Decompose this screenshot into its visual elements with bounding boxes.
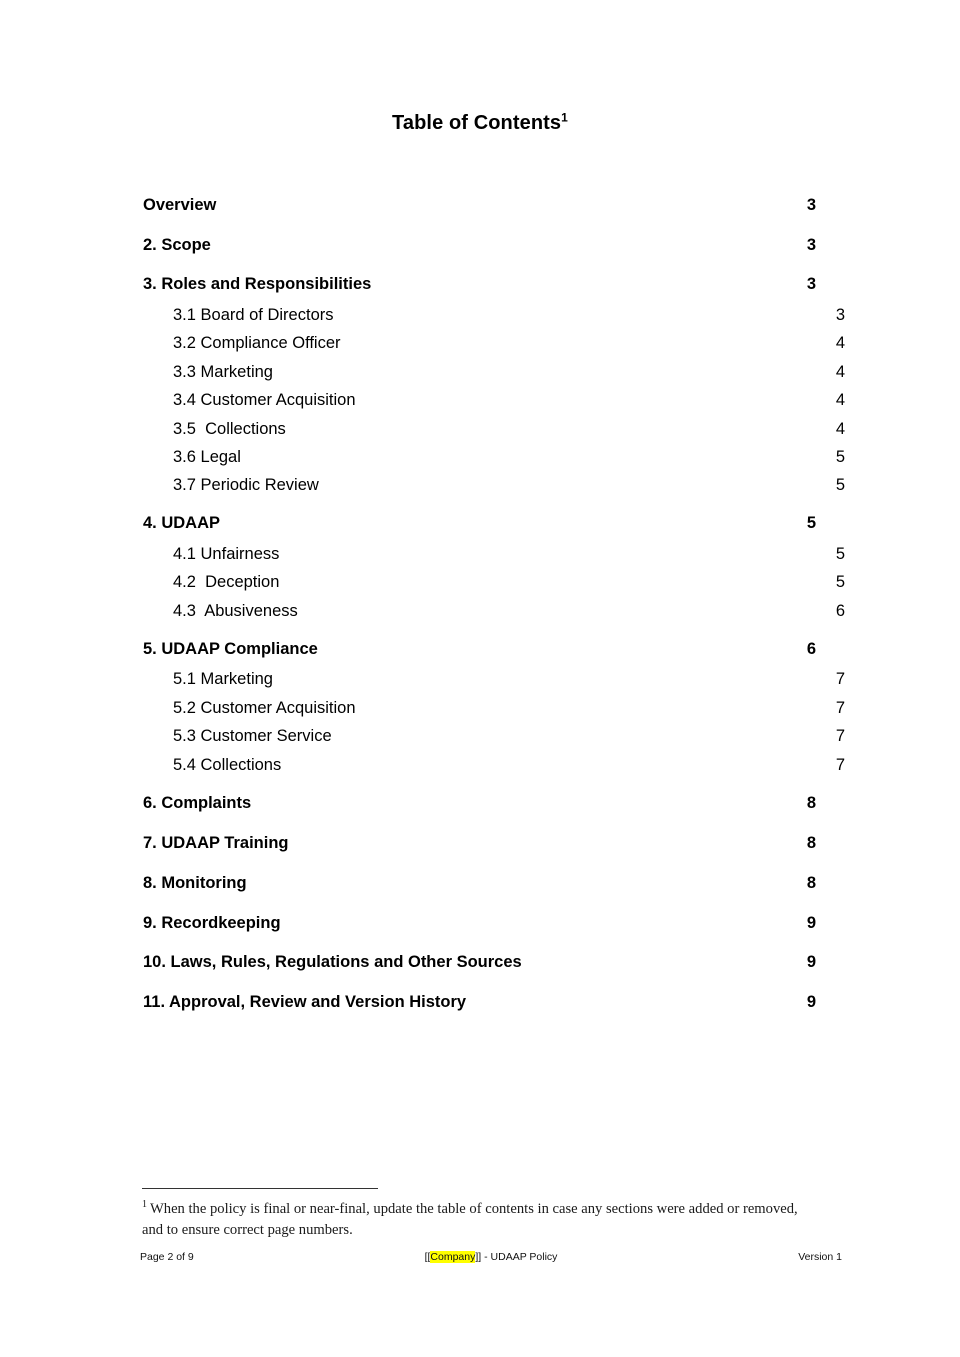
toc-entry-level-1[interactable] — [143, 640, 816, 659]
footnote — [142, 1199, 822, 1241]
toc-entry-level-2[interactable] — [143, 448, 846, 467]
toc-entry-label: 2. Scope — [143, 236, 211, 254]
toc-entry-level-2[interactable] — [143, 756, 846, 775]
toc-entry-page-number: 8 — [806, 794, 816, 812]
toc-entry-label: 3.5 Collections — [173, 420, 286, 438]
toc-entry-label: 5.2 Customer Acquisition — [173, 699, 356, 717]
toc-entry-level-2[interactable] — [143, 727, 846, 746]
toc-entry-page-number: 4 — [835, 391, 845, 409]
toc-entry-page-number: 7 — [835, 699, 845, 717]
toc-entry-page-number: 7 — [835, 756, 845, 774]
toc-entry-level-2[interactable] — [143, 363, 846, 382]
toc-entry-page-number: 4 — [835, 334, 845, 352]
toc-entry-label: 3.3 Marketing — [173, 363, 273, 381]
toc-entry-page-number: 4 — [835, 363, 845, 381]
toc-entry-label: 3.4 Customer Acquisition — [173, 391, 356, 409]
toc-entry-page-number: 8 — [806, 874, 816, 892]
footer-page-number: Page 2 of 9 — [140, 1251, 194, 1263]
toc-entry-page-number: 5 — [835, 448, 845, 466]
toc-entry-label: Overview — [143, 196, 217, 214]
toc-entry-page-number: 3 — [835, 306, 845, 324]
toc-entry-level-2[interactable] — [143, 306, 846, 325]
footnote-separator — [142, 1188, 378, 1189]
toc-entry-label: 7. UDAAP Training — [143, 834, 289, 852]
toc-entry-level-1[interactable] — [143, 275, 816, 294]
toc-entry-page-number: 6 — [835, 602, 845, 620]
toc-entry-label: 9. Recordkeeping — [143, 914, 281, 932]
footnote-text: When the policy is final or near-final, update the table of contents in case any sections were added or removed, and to ensure correct page numbers. — [142, 1201, 798, 1238]
toc-entry-level-2[interactable] — [143, 670, 846, 689]
page-title-text: Table of Contents — [392, 112, 562, 134]
toc-entry-label: 4.1 Unfairness — [173, 545, 280, 563]
toc-entry-page-number: 3 — [806, 236, 816, 254]
footer-company-placeholder: Company — [430, 1251, 476, 1263]
toc-entry-level-2[interactable] — [143, 602, 846, 621]
toc-entry-label: 3.7 Periodic Review — [173, 476, 319, 494]
toc-entry-level-2[interactable] — [143, 476, 846, 495]
toc-entry-page-number: 9 — [806, 953, 816, 971]
toc-entry-label: 11. Approval, Review and Version History — [143, 993, 467, 1011]
toc-entry-page-number: 6 — [806, 640, 816, 658]
toc-entry-page-number: 3 — [806, 275, 816, 293]
toc-entry-label: 5.4 Collections — [173, 756, 282, 774]
toc-entry-level-1[interactable] — [143, 874, 816, 893]
toc-entry-label: 5. UDAAP Compliance — [143, 640, 318, 658]
footer-prefix: [[ — [424, 1251, 431, 1263]
toc-entry-label: 8. Monitoring — [143, 874, 247, 892]
toc-entry-page-number: 3 — [806, 196, 816, 214]
toc-entry-level-1[interactable] — [143, 236, 816, 255]
footer-document-label — [140, 1251, 842, 1263]
toc-entry-level-1[interactable] — [143, 196, 816, 215]
toc-entry-label: 3.1 Board of Directors — [173, 306, 334, 324]
toc-entry-level-2[interactable] — [143, 699, 846, 718]
page-footer — [140, 1251, 842, 1267]
toc-entry-level-2[interactable] — [143, 545, 846, 564]
toc-entry-label: 3. Roles and Responsibilities — [143, 275, 372, 293]
toc-entry-page-number: 7 — [835, 727, 845, 745]
toc-entry-level-2[interactable] — [143, 334, 846, 353]
toc-entry-page-number: 5 — [835, 573, 845, 591]
toc-entry-page-number: 5 — [835, 476, 845, 494]
toc-entry-level-1[interactable] — [143, 834, 816, 853]
toc-entry-label: 4. UDAAP — [143, 514, 221, 532]
toc-entry-page-number: 9 — [806, 914, 816, 932]
toc-entry-label: 5.3 Customer Service — [173, 727, 332, 745]
toc-entry-level-1[interactable] — [143, 953, 816, 972]
toc-entry-level-2[interactable] — [143, 391, 846, 410]
footer-suffix: ]] - UDAAP Policy — [475, 1251, 558, 1263]
toc-entry-page-number: 4 — [835, 420, 845, 438]
toc-entry-level-1[interactable] — [143, 514, 816, 533]
toc-entry-level-1[interactable] — [143, 914, 816, 933]
toc-entry-label: 5.1 Marketing — [173, 670, 273, 688]
toc-entry-page-number: 9 — [806, 993, 816, 1011]
toc-entry-label: 6. Complaints — [143, 794, 252, 812]
toc-entry-page-number: 8 — [806, 834, 816, 852]
toc-entry-label: 10. Laws, Rules, Regulations and Other Sources — [143, 953, 522, 971]
toc-entry-level-2[interactable] — [143, 573, 846, 592]
toc-entry-level-2[interactable] — [143, 420, 846, 439]
toc-entry-label: 4.2 Deception — [173, 573, 280, 591]
toc-entry-page-number: 7 — [835, 670, 845, 688]
toc-entry-level-1[interactable] — [143, 794, 816, 813]
footnote-marker: 1 — [142, 1199, 147, 1211]
toc-entry-page-number: 5 — [835, 545, 845, 563]
title-footnote-marker: 1 — [561, 110, 568, 125]
toc-entry-page-number: 5 — [806, 514, 816, 532]
toc-entry-label: 3.2 Compliance Officer — [173, 334, 341, 352]
page-title — [0, 112, 960, 135]
toc-entry-label: 3.6 Legal — [173, 448, 241, 466]
toc-entry-level-1[interactable] — [143, 993, 816, 1012]
toc-entry-label: 4.3 Abusiveness — [173, 602, 298, 620]
footer-version: Version 1 — [798, 1251, 842, 1263]
